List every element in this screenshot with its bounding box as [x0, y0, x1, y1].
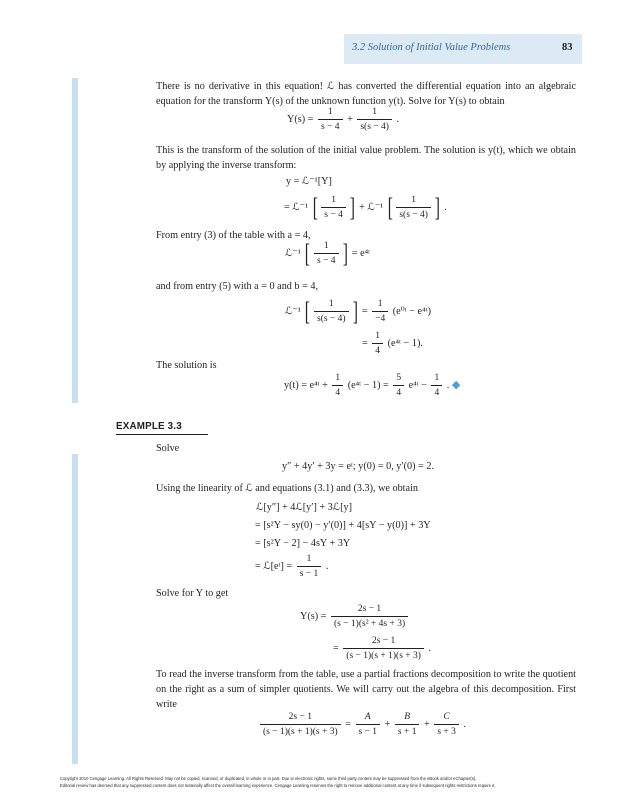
linearity-line3: = [s²Y − 2] − 4sY + 3Y — [255, 538, 351, 549]
equation-y-inverse-line1: y = ℒ⁻¹[Y] — [286, 176, 332, 187]
paragraph-partial-fractions: To read the inverse transform from the table, use a partial fractions decomposition to write the quotient on the right as a sum of simpler quotients. We will carry out the algebra of this decomposition. First write — [156, 669, 576, 710]
sidebar-bar-top — [72, 78, 78, 403]
linearity-line2: = [s²Y − sy(0) − y′(0)] + 4[sY − y(0)] + 3Y — [255, 520, 431, 531]
equation-entry5-line1: ℒ⁻¹ [ $\frac{1}{s(s - 4)}$ ] = $\frac{1}{-4}$ (e⁰ᵗ − e⁴ᵗ) — [285, 296, 431, 326]
sidebar-bar-bottom — [72, 454, 78, 764]
eq1-lhs: Y(s) = — [287, 113, 314, 125]
paragraph-linearity: Using the linearity of ℒ and equations (3.1) and (3.3), we obtain — [156, 483, 418, 494]
equation-Y1: Y(s) = $\frac{2s - 1}{\text{(s − 1)(s² + 4s + 3)}}$ — [300, 603, 410, 630]
eq1-frac2: $\frac{1}{s(s - 4)}$ — [357, 106, 392, 133]
equation-partial-fractions: $\frac{2s - 1}{(s - 1)(s + 1)(s + 3)}$ = $\frac{A}{s - 1}$ + $\frac{B}{s + 1}$ + $\frac{C}{s + 3}$ . — [258, 711, 466, 738]
eq1-frac1: $\frac{1}{s - 4}$ — [318, 106, 343, 133]
page-number: 83 — [562, 42, 573, 53]
paragraph-entry5: and from entry (5) with a = 0 and b = 4, — [156, 281, 319, 292]
equation-Ys: Y(s) = $\frac{1}{s - 4}$ + $\frac{1}{s(s - 4)}$ . — [287, 107, 400, 132]
running-head-title: 3.2 Solution of Initial Value Problems — [352, 42, 511, 53]
linearity-line1: ℒ[y″] + 4ℒ[y′] + 3ℒ[y] — [256, 502, 352, 513]
paragraph-entry3: From entry (3) of the table with a = 4, — [156, 230, 311, 241]
paragraph-inverse: This is the transform of the solution of the initial value problem. The solution is y(t), which we obtain by applying the inverse transform: — [156, 145, 576, 171]
equation-entry3: ℒ⁻¹ [ $\frac{1}{s - 4}$ ] = e⁴ᵗ — [285, 238, 371, 268]
linearity-line4: = ℒ[eᵗ] = $\frac{1}{s - 1}$ . — [255, 554, 329, 579]
end-of-example-diamond-icon: ◆ — [451, 378, 461, 391]
example-underline — [116, 434, 208, 435]
equation-solution: y(t) = e⁴ᵗ + $\frac{1}{4}$ (e⁴ᵗ − 1) = $\frac{5}{4}$ e⁴ᵗ − $\frac{1}{4}$ . ◆ — [284, 373, 461, 398]
example-label: EXAMPLE 3.3 — [116, 421, 182, 432]
equation-y-inverse-line2: = ℒ⁻¹ [ $\frac{1}{s - 4}$ ] + ℒ⁻¹ [ $\frac{1}{s(s - 4)}$ ] . — [284, 192, 447, 222]
example-solve: Solve — [156, 443, 180, 454]
copyright-line1: Copyright 2010 Cengage Learning. All Rights Reserved. May not be copied, scanned, or duplicated, in whole or in part. Due to electronic rights, some third party content may be suppressed from the eBook and/or eChapter(s). — [60, 776, 477, 781]
paragraph-intro: There is no derivative in this equation! ℒ has converted the differential equation into an algebraic equation for the transform Y(s) of the unknown function y(t). Solve for Y(s) to obtain — [156, 81, 576, 107]
copyright-line2: Editorial review has deemed that any suppressed content does not materially affect the overall learning experience. Cengage Learning reserves the right to remove additional content at any time if subsequent rights restrictions require it. — [60, 783, 496, 788]
paragraph-solve-for-Y: Solve for Y to get — [156, 588, 229, 599]
example-ode: y″ + 4y′ + 3y = eᵗ; y(0) = 0, y′(0) = 2. — [282, 461, 434, 472]
paragraph-solution: The solution is — [156, 360, 217, 371]
equation-entry5-line2: = $\frac{1}{4}$ (e⁴ᵗ − 1). — [362, 331, 423, 356]
equation-Y2: = $\frac{2s - 1}{(s - 1)(s + 1)(s + 3)}$ . — [333, 636, 432, 661]
